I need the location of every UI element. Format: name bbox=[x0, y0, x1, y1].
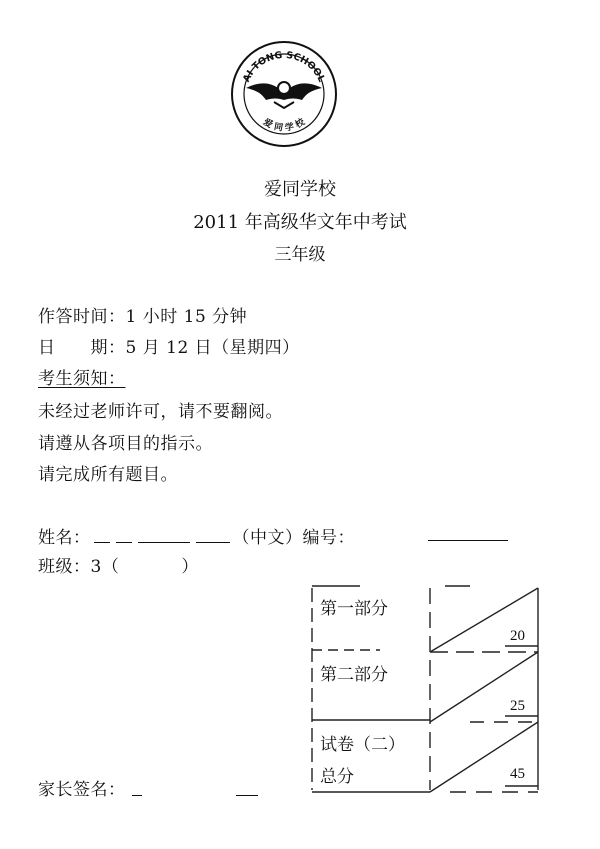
signature-blank-end[interactable] bbox=[236, 795, 258, 796]
date-row bbox=[38, 333, 300, 358]
logo-text-top: AI TONG SCHOOL bbox=[241, 49, 327, 84]
name-row bbox=[38, 523, 355, 548]
score-row-1-label: 第一部分 bbox=[320, 599, 388, 619]
chinese-name-label: （中文） bbox=[232, 528, 303, 548]
date-label: 日 期： bbox=[38, 338, 126, 358]
parent-signature-label: 家长签名： bbox=[38, 780, 126, 800]
notice-item-1: 未经过老师许可，请不要翻阅。 bbox=[38, 402, 283, 422]
class-label: 班级：3（ bbox=[38, 557, 120, 577]
score-table bbox=[300, 580, 550, 795]
number-label: 编号： bbox=[302, 528, 355, 548]
name-label: 姓名： bbox=[38, 528, 91, 548]
parent-signature-row bbox=[38, 775, 126, 800]
time-row bbox=[38, 302, 247, 327]
school-logo bbox=[228, 38, 340, 150]
score-row-3-label: 试卷（二） bbox=[320, 735, 405, 755]
notice-item-3: 请完成所有题目。 bbox=[38, 465, 178, 485]
notice-item-2: 请遵从各项目的指示。 bbox=[38, 434, 213, 454]
exam-title: 2011 年高级华文年中考试 bbox=[193, 212, 407, 233]
grade-label: 三年级 bbox=[274, 245, 326, 265]
logo-text-bottom: 爱 同 学 校 bbox=[261, 117, 307, 134]
score-row-3-sublabel: 总分 bbox=[320, 767, 354, 787]
score-row-2-label: 第二部分 bbox=[320, 665, 388, 685]
class-row bbox=[38, 552, 199, 577]
score-row-3-total: 45 bbox=[510, 766, 525, 782]
time-value: 1 小时 15 分钟 bbox=[125, 307, 248, 327]
time-label: 作答时间： bbox=[38, 307, 126, 327]
name-blank[interactable] bbox=[116, 530, 132, 543]
name-blank[interactable] bbox=[138, 530, 190, 543]
school-name: 爱同学校 bbox=[264, 179, 336, 200]
score-row-1-total: 20 bbox=[510, 628, 525, 644]
notice-title: 考生须知： bbox=[38, 369, 126, 389]
name-blank[interactable] bbox=[94, 530, 110, 543]
name-blank[interactable] bbox=[196, 530, 230, 543]
svg-text:AI TONG SCHOOL bbox=[241, 50, 327, 84]
date-value: 5 月 12 日（星期四） bbox=[125, 338, 300, 358]
class-close: ） bbox=[181, 557, 199, 577]
score-row-2-total: 25 bbox=[510, 698, 525, 714]
signature-blank-start[interactable] bbox=[132, 795, 142, 796]
number-blank[interactable] bbox=[428, 540, 508, 541]
